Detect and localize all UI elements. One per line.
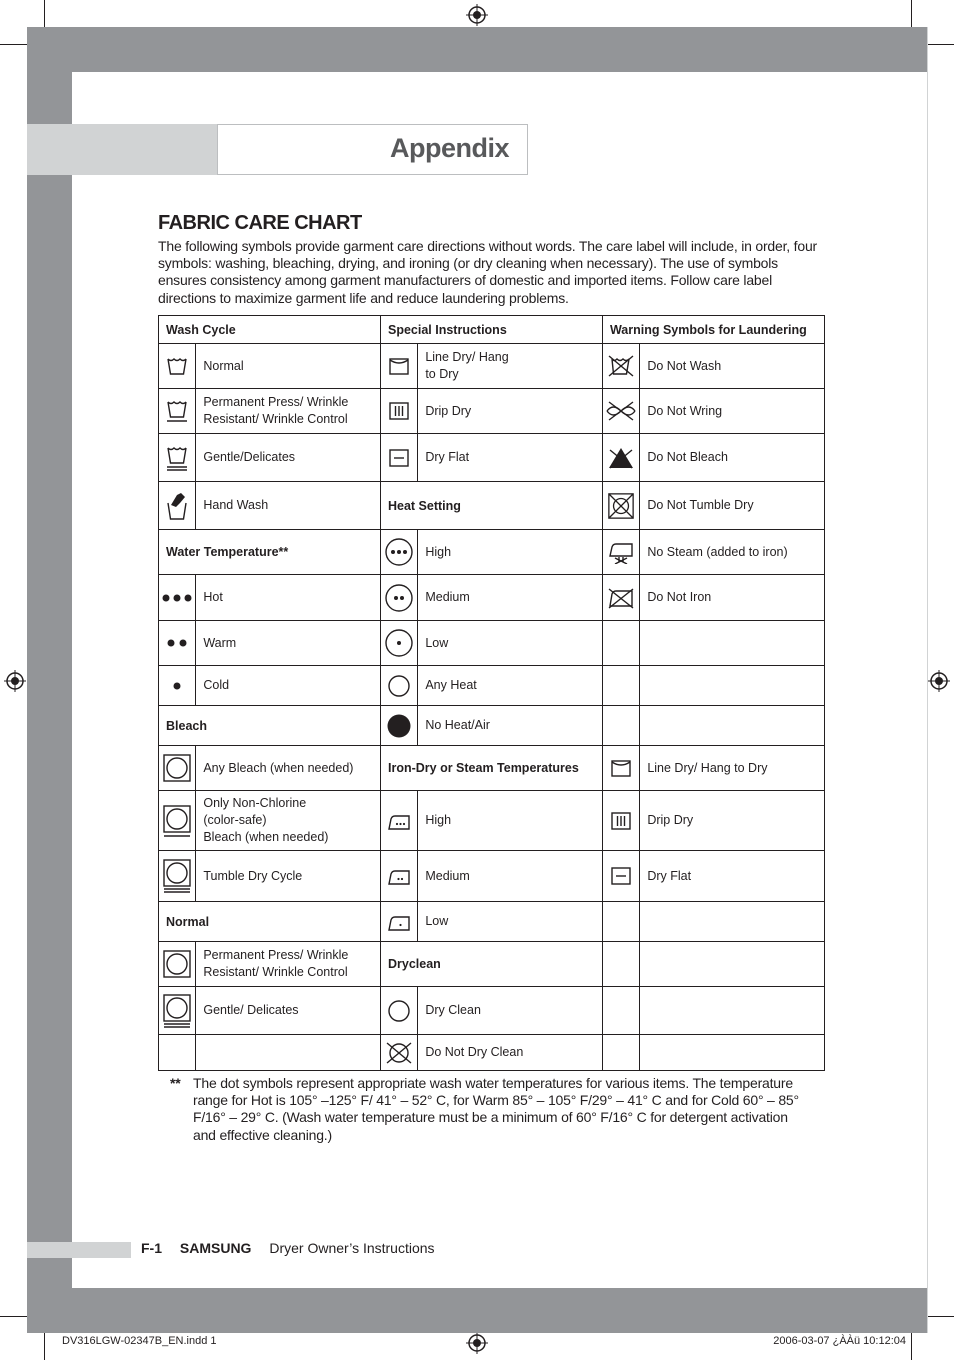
description-cell: Any Heat: [418, 666, 603, 706]
line-dry-icon: [603, 759, 639, 777]
description-cell: [196, 1035, 381, 1071]
print-slug-date: 2006-03-07 ¿ÀÀü 10:12:04: [773, 1335, 906, 1347]
table-row: [159, 942, 825, 987]
do-not-wring-icon: [603, 400, 639, 422]
description-cell: Medium: [418, 575, 603, 621]
description-cell: Only Non-Chlorine (color-safe) Bleach (when needed): [196, 791, 381, 851]
description-cell: Hot: [196, 575, 381, 621]
symbol-cell: [380, 530, 417, 575]
column-header: Warning Symbols for Laundering: [602, 316, 824, 344]
heat-low-icon: [381, 628, 417, 658]
no-steam-icon: [603, 540, 639, 564]
description-cell: Gentle/ Delicates: [196, 987, 381, 1035]
dry-clean-icon: [381, 999, 417, 1023]
description-cell: Medium: [418, 851, 603, 902]
intro-paragraph: The following symbols provide garment care directions without words. The care label will include, in order, four symbols: washing, bleaching, drying, and ironing (or dry cleaning when necessary). The use of symbols ensures consistency among garment manufacturers of domestic and imported items. Follow care label directions to maximize garment life and reduce laundering problems.: [158, 238, 817, 306]
tumble-dry-box-two-bars-icon: [159, 993, 195, 1029]
symbol-cell: [159, 575, 196, 621]
document-title: Dryer Owner’s Instructions: [269, 1240, 435, 1256]
description-cell: Do Not Tumble Dry: [640, 482, 825, 530]
heat-high-icon: [381, 537, 417, 567]
section-header-cell: Bleach: [159, 706, 381, 746]
description-cell: Normal: [196, 344, 381, 389]
fabric-care-table: [158, 315, 825, 1071]
do-not-bleach-icon: [603, 446, 639, 470]
symbol-cell: [159, 666, 196, 706]
tumble-dry-box-one-bar-icon: [159, 804, 195, 838]
table-row: [159, 1035, 825, 1071]
drip-dry-icon: [381, 402, 417, 420]
symbol-cell: [159, 851, 196, 902]
section-header-cell: Water Temperature**: [159, 530, 381, 575]
symbol-cell: [602, 575, 639, 621]
symbol-cell: [380, 851, 417, 902]
symbol-cell: [602, 706, 639, 746]
description-cell: No Steam (added to iron): [640, 530, 825, 575]
symbol-cell: [159, 1035, 196, 1071]
iron-high-icon: [381, 809, 417, 833]
wash-tub-two-bars-icon: [159, 442, 195, 474]
do-not-tumble-dry-icon: [603, 492, 639, 520]
no-heat-icon: [381, 713, 417, 739]
symbol-cell: [380, 434, 417, 482]
description-cell: Low: [418, 902, 603, 942]
table-row: [159, 666, 825, 706]
hand-wash-icon: [159, 489, 195, 523]
table-row: [159, 851, 825, 902]
symbol-cell: [159, 621, 196, 666]
description-cell: [640, 706, 825, 746]
description-cell: Gentle/Delicates: [196, 434, 381, 482]
table-row: [159, 434, 825, 482]
footnote-text: The dot symbols represent appropriate wash water temperatures for various items. The temperature range for Hot is 105° –125° F/ 41° – 52° C, for Warm 85° – 105° F/29° – 41° C and for Cold 60° – 85° F/16° – 29° C. (Wash water temperature must be a minimum of 60° F/16° C for detergent activation and effective cleaning.): [193, 1075, 799, 1143]
description-cell: Line Dry/ Hang to Dry: [418, 344, 603, 389]
page-footer: [141, 1240, 435, 1256]
any-heat-icon: [381, 674, 417, 698]
symbol-cell: [380, 987, 417, 1035]
description-cell: Tumble Dry Cycle: [196, 851, 381, 902]
section-title: Appendix: [389, 133, 509, 163]
symbol-cell: [602, 1035, 639, 1071]
description-cell: Dry Clean: [418, 987, 603, 1035]
symbol-cell: [602, 851, 639, 902]
table-header-row: [159, 316, 825, 344]
footnote: [170, 1075, 810, 1144]
symbol-cell: [602, 482, 639, 530]
page-frame-left: [27, 27, 72, 1333]
page-frame-top: [27, 27, 928, 72]
symbol-cell: [380, 902, 417, 942]
symbol-cell: [159, 987, 196, 1035]
symbol-cell: [159, 434, 196, 482]
brand-name: SAMSUNG: [179, 1240, 252, 1256]
symbol-cell: [602, 746, 639, 791]
description-cell: [640, 987, 825, 1035]
registration-mark-icon: [928, 670, 950, 692]
symbol-cell: [602, 902, 639, 942]
description-cell: Any Bleach (when needed): [196, 746, 381, 791]
registration-mark-icon: [466, 1332, 488, 1354]
symbol-cell: [159, 746, 196, 791]
symbol-cell: [159, 942, 196, 987]
section-header-cell: Heat Setting: [380, 482, 602, 530]
iron-low-icon: [381, 910, 417, 934]
description-cell: [640, 1035, 825, 1071]
symbol-cell: [602, 942, 639, 987]
table-row: [159, 791, 825, 851]
table-row: [159, 621, 825, 666]
symbol-cell: [380, 621, 417, 666]
registration-mark-icon: [466, 4, 488, 26]
tumble-dry-box-icon: [159, 949, 195, 979]
symbol-cell: [602, 344, 639, 389]
description-cell: Dry Flat: [418, 434, 603, 482]
table-row: [159, 530, 825, 575]
description-cell: Dry Flat: [640, 851, 825, 902]
symbol-cell: [380, 666, 417, 706]
tumble-dry-box-two-bars-icon: [159, 858, 195, 894]
description-cell: Line Dry/ Hang to Dry: [640, 746, 825, 791]
description-cell: Warm: [196, 621, 381, 666]
section-header-cell: Iron-Dry or Steam Temperatures: [380, 746, 602, 791]
footnote-mark: **: [170, 1075, 181, 1091]
drip-dry-icon: [603, 812, 639, 830]
page-number: F-1: [141, 1240, 162, 1256]
symbol-cell: [602, 791, 639, 851]
description-cell: Drip Dry: [640, 791, 825, 851]
description-cell: Low: [418, 621, 603, 666]
dry-flat-icon: [603, 867, 639, 885]
description-cell: Permanent Press/ Wrinkle Resistant/ Wrinkle Control: [196, 389, 381, 434]
symbol-cell: [380, 791, 417, 851]
description-cell: Do Not Wring: [640, 389, 825, 434]
one-dot-icon: [159, 681, 195, 691]
line-dry-icon: [381, 357, 417, 375]
symbol-cell: [602, 530, 639, 575]
print-slug-file: DV316LGW-02347B_EN.indd 1: [62, 1335, 217, 1347]
symbol-cell: [602, 666, 639, 706]
symbol-cell: [602, 987, 639, 1035]
description-cell: Cold: [196, 666, 381, 706]
symbol-cell: [380, 575, 417, 621]
column-header: Special Instructions: [380, 316, 602, 344]
tumble-dry-box-icon: [159, 753, 195, 783]
symbol-cell: [380, 1035, 417, 1071]
page-frame-right: [927, 27, 928, 1333]
do-not-wash-icon: [603, 353, 639, 379]
description-cell: High: [418, 530, 603, 575]
heat-medium-icon: [381, 583, 417, 613]
description-cell: No Heat/Air: [418, 706, 603, 746]
section-header: [217, 124, 528, 175]
description-cell: [640, 902, 825, 942]
section-tab-bar: [27, 124, 217, 175]
wash-tub-one-bar-icon: [159, 396, 195, 426]
do-not-iron-icon: [603, 586, 639, 610]
table-row: [159, 746, 825, 791]
description-cell: [640, 621, 825, 666]
table-row: [159, 344, 825, 389]
registration-mark-icon: [4, 670, 26, 692]
symbol-cell: [159, 389, 196, 434]
description-cell: [640, 942, 825, 987]
section-header-cell: Normal: [159, 902, 381, 942]
page-frame-bottom: [27, 1288, 928, 1333]
two-dots-icon: [159, 638, 195, 648]
table-row: [159, 987, 825, 1035]
description-cell: Permanent Press/ Wrinkle Resistant/ Wrinkle Control: [196, 942, 381, 987]
symbol-cell: [159, 791, 196, 851]
footer-bar: [27, 1242, 131, 1258]
description-cell: Do Not Wash: [640, 344, 825, 389]
symbol-cell: [159, 482, 196, 530]
description-cell: Hand Wash: [196, 482, 381, 530]
description-cell: Do Not Iron: [640, 575, 825, 621]
iron-medium-icon: [381, 864, 417, 888]
symbol-cell: [380, 706, 417, 746]
table-row: [159, 389, 825, 434]
table-row: [159, 575, 825, 621]
description-cell: Do Not Dry Clean: [418, 1035, 603, 1071]
symbol-cell: [159, 344, 196, 389]
description-cell: [640, 666, 825, 706]
symbol-cell: [380, 389, 417, 434]
do-not-dry-clean-icon: [381, 1041, 417, 1065]
table-row: [159, 902, 825, 942]
symbol-cell: [602, 389, 639, 434]
wash-tub-icon: [159, 353, 195, 379]
description-cell: Do Not Bleach: [640, 434, 825, 482]
symbol-cell: [602, 434, 639, 482]
table-row: [159, 482, 825, 530]
symbol-cell: [380, 344, 417, 389]
dry-flat-icon: [381, 449, 417, 467]
table-row: [159, 706, 825, 746]
description-cell: High: [418, 791, 603, 851]
section-header-cell: Dryclean: [380, 942, 602, 987]
column-header: Wash Cycle: [159, 316, 381, 344]
page-title: FABRIC CARE CHART: [158, 212, 362, 234]
three-dots-icon: [159, 593, 195, 603]
description-cell: Drip Dry: [418, 389, 603, 434]
symbol-cell: [602, 621, 639, 666]
